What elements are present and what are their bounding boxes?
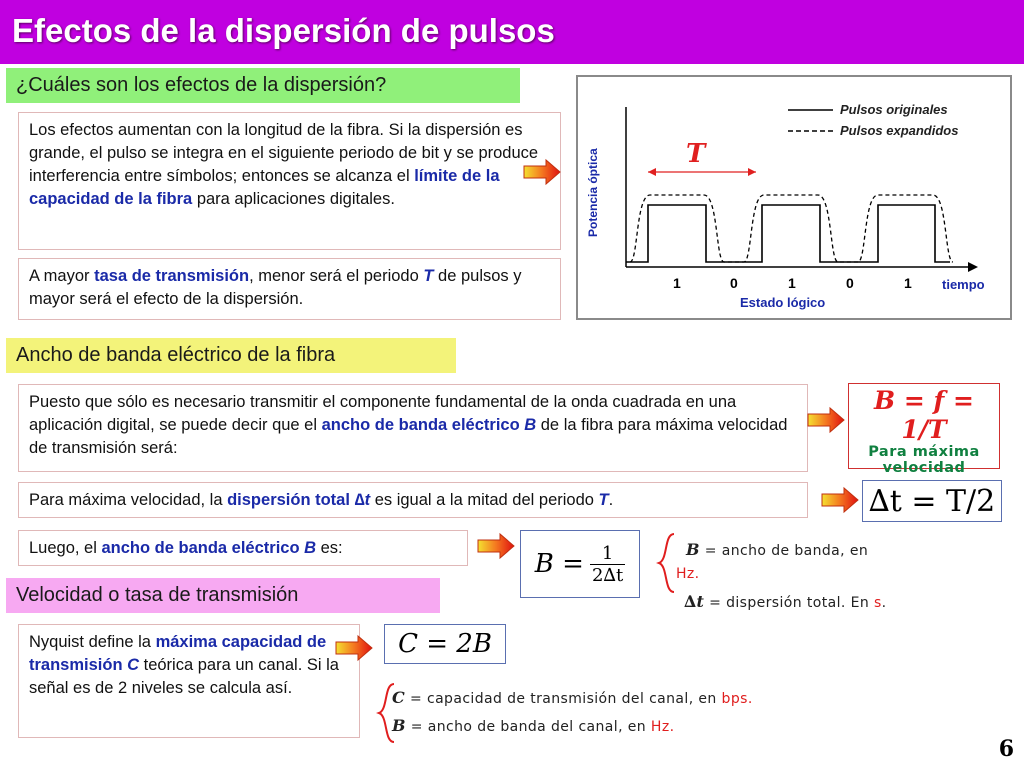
nyquist-text-box: Nyquist define la máxima capacidad de transmisión C teórica para un canal. Si la señal es de 2 niveles se calcula así. xyxy=(18,624,360,738)
period-label: T xyxy=(686,139,706,169)
bandwidth-text-box: Puesto que sólo es necesario transmitir el componente fundamental de la onda cuadrada en una aplicación digital, se puede decir que el ancho de banda eléctrico B de la fibra para máxima velocidad de transmisión será: xyxy=(18,384,808,472)
section-heading-transmission-rate: Velocidad o tasa de transmisión xyxy=(6,578,440,613)
figure-xlabel: Estado lógico xyxy=(740,295,826,310)
transmission-rate-text-box: A mayor tasa de transmisión, menor será el periodo T de pulsos y mayor será el efecto de la dispersión. xyxy=(18,258,561,320)
figure-ylabel: Potencia óptica xyxy=(586,148,600,237)
section-heading-bandwidth: Ancho de banda eléctrico de la fibra xyxy=(6,338,456,373)
legend-original: Pulsos originales xyxy=(840,102,948,117)
fraction: $\frac{1}{2\Delta t}$ xyxy=(591,542,624,586)
bandwidth-result-text-box: Luego, el ancho de banda eléctrico B es: xyxy=(18,530,468,566)
time-label: tiempo xyxy=(942,277,985,292)
def-bandwidth: B = ancho de banda, en xyxy=(686,540,869,559)
pulse-dispersion-figure xyxy=(576,75,1012,320)
arrow-right-icon xyxy=(522,158,562,186)
formula-bandwidth-dispersion: B = $\frac{1}{2\Delta t}$ xyxy=(520,530,640,598)
brace-icon xyxy=(656,532,676,594)
def-dispersion: ∆t = dispersión total. En s. xyxy=(684,592,887,611)
section-heading-effects: ¿Cuáles son los efectos de la dispersión? xyxy=(6,68,520,103)
arrow-right-icon xyxy=(820,486,860,514)
arrow-right-icon xyxy=(806,406,846,434)
arrow-right-icon xyxy=(476,532,516,560)
state-label: 1 xyxy=(673,275,681,291)
dispersion-text-box: Para máxima velocidad, la dispersión total ∆t es igual a la mitad del periodo T. xyxy=(18,482,808,518)
effects-text-box: Los efectos aumentan con la longitud de la fibra. Si la dispersión es grande, el pulso se integra en el siguiente periodo de bit y se produce interferencia entre símbolos; entonces se alcanza el límite de la capacidad de la fibra para aplicaciones digitales. xyxy=(18,112,561,250)
state-label: 1 xyxy=(904,275,912,291)
state-label: 0 xyxy=(730,275,738,291)
formula-caption-1: Para máxima xyxy=(868,444,980,460)
def-bandwidth-unit: Hz. xyxy=(676,566,700,582)
formula-caption-2: velocidad xyxy=(882,460,966,476)
formula-bandwidth-box xyxy=(848,383,1000,476)
slide-title: Efectos de la dispersión de pulsos xyxy=(12,12,555,49)
arrow-right-icon xyxy=(334,634,374,662)
state-label: 0 xyxy=(846,275,854,291)
state-label: 1 xyxy=(788,275,796,291)
def-capacity: C = capacidad de transmisión del canal, en bps. xyxy=(392,688,753,707)
def-channel-bandwidth: B = ancho de banda del canal, en Hz. xyxy=(392,716,675,735)
legend-expanded: Pulsos expandidos xyxy=(840,123,959,138)
formula-capacity: C = 2B xyxy=(384,624,506,664)
formula-dispersion: ∆t = T/2 xyxy=(862,480,1002,522)
formula-bandwidth: B = f = 1/T xyxy=(874,386,974,444)
page-number: 6 xyxy=(998,736,1014,762)
